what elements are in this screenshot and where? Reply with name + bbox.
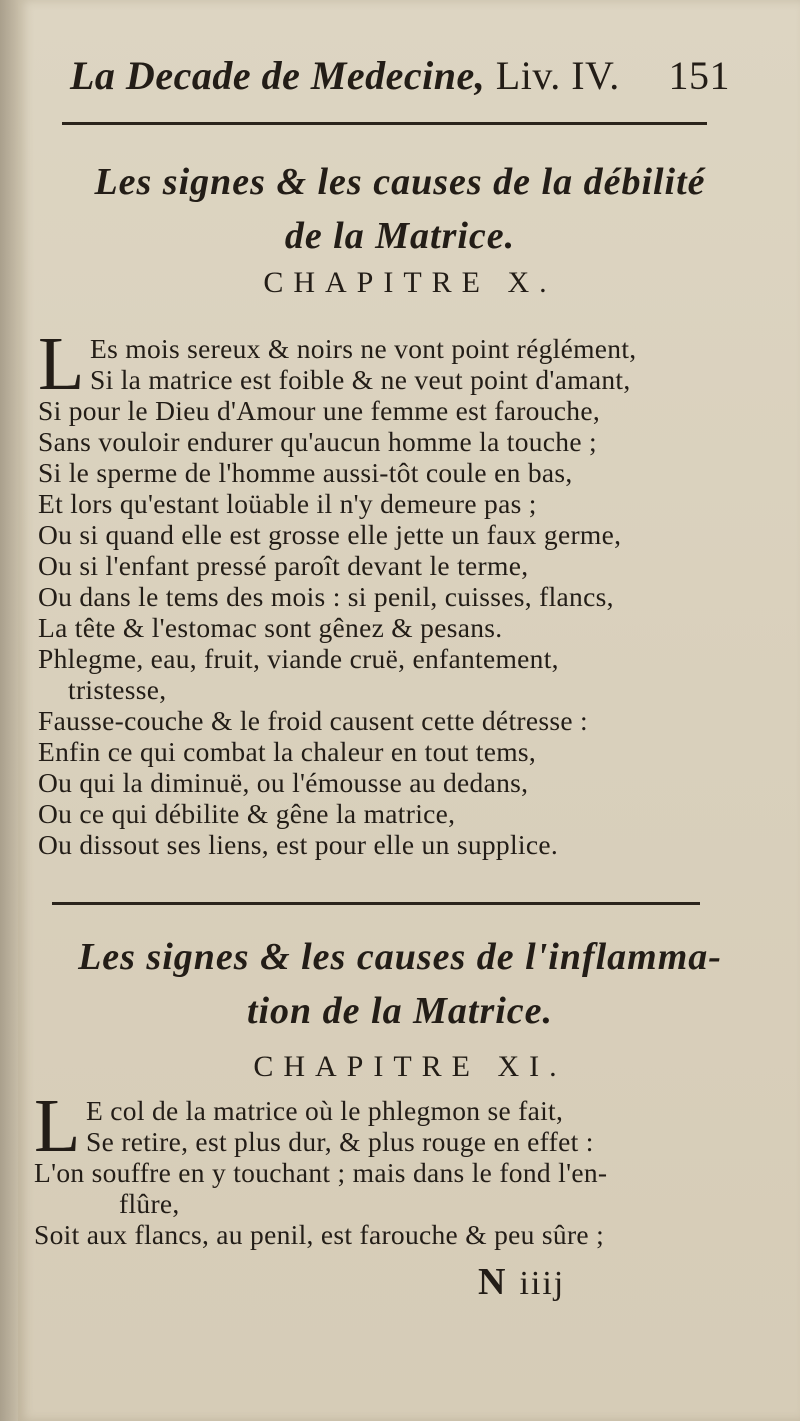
section1-line-2: Si la matrice est foible & ne veut point d'amant, [90,364,631,395]
signature-letter: N [478,1261,508,1303]
section1-line-16: Ou ce qui débilite & gêne la matrice, [38,798,456,829]
section1-line-3: Si pour le Dieu d'Amour une femme est farouche, [38,395,601,426]
section1-line-12: tristesse, [68,674,167,705]
header-rule [62,122,707,125]
section2-heading-line1: Les signes & les causes de l'inflamma- [78,936,722,978]
section2-dropcap: L [34,1084,81,1168]
section1-line-15: Ou qui la diminuë, ou l'émousse au dedans, [38,767,529,798]
signature-numeral: iiij [519,1265,566,1302]
section1-line-1: Es mois sereux & noirs ne vont point réglément, [90,333,637,364]
section1-poem [38,322,743,860]
running-head-book: Liv. IV. [495,53,620,98]
section2-heading-line2: tion de la Matrice. [246,990,554,1032]
section2-line-1: E col de la matrice où le phlegmon se fait, [86,1095,564,1126]
running-head-title: La Decade de Medecine, [70,53,486,98]
section1-line-10: La tête & l'estomac sont gênez & pesans. [38,612,503,643]
section1-line-14: Enfin ce qui combat la chaleur en tout tems, [38,736,537,767]
section1-chapter-title: CHAPITRE X. [263,266,557,299]
section2-chapter-title: CHAPITRE XI. [253,1050,567,1083]
section1-line-8: Ou si l'enfant pressé paroît devant le terme, [38,550,529,581]
section-divider-rule [52,902,700,905]
section1-heading-line2: de la Matrice. [284,215,516,257]
section1-heading-line1: Les signes & les causes de la débilité [94,161,706,203]
section1-line-6: Et lors qu'estant loüable il n'y demeure pas ; [38,488,537,519]
section2-line-5: Soit aux flancs, au penil, est farouche & peu sûre ; [34,1219,605,1250]
signature-mark [478,1260,565,1304]
section1-line-13: Fausse-couche & le froid causent cette détresse : [38,705,588,736]
section2-poem [34,1084,739,1250]
section1-heading [40,155,760,263]
page-number: 151 [668,53,730,98]
section2-line-2: Se retire, est plus dur, & plus rouge en effet : [86,1126,594,1157]
section1-line-5: Si le sperme de l'homme aussi-tôt coule en bas, [38,457,573,488]
section1-line-11: Phlegme, eau, fruit, viande cruë, enfantement, [38,643,559,674]
section2-heading [40,930,760,1038]
section2-line-3: L'on souffre en y touchant ; mais dans le fond l'en- [34,1157,608,1188]
section1-dropcap: L [38,322,85,406]
section1-line-9: Ou dans le tems des mois : si penil, cuisses, flancs, [38,581,614,612]
section1-line-17: Ou dissout ses liens, est pour elle un supplice. [38,829,559,860]
section1-line-4: Sans vouloir endurer qu'aucun homme la touche ; [38,426,597,457]
section2-line-4: flûre, [119,1188,180,1219]
section1-line-7: Ou si quand elle est grosse elle jette un faux germe, [38,519,622,550]
running-head [70,52,730,102]
book-spine-edge [0,0,18,1421]
